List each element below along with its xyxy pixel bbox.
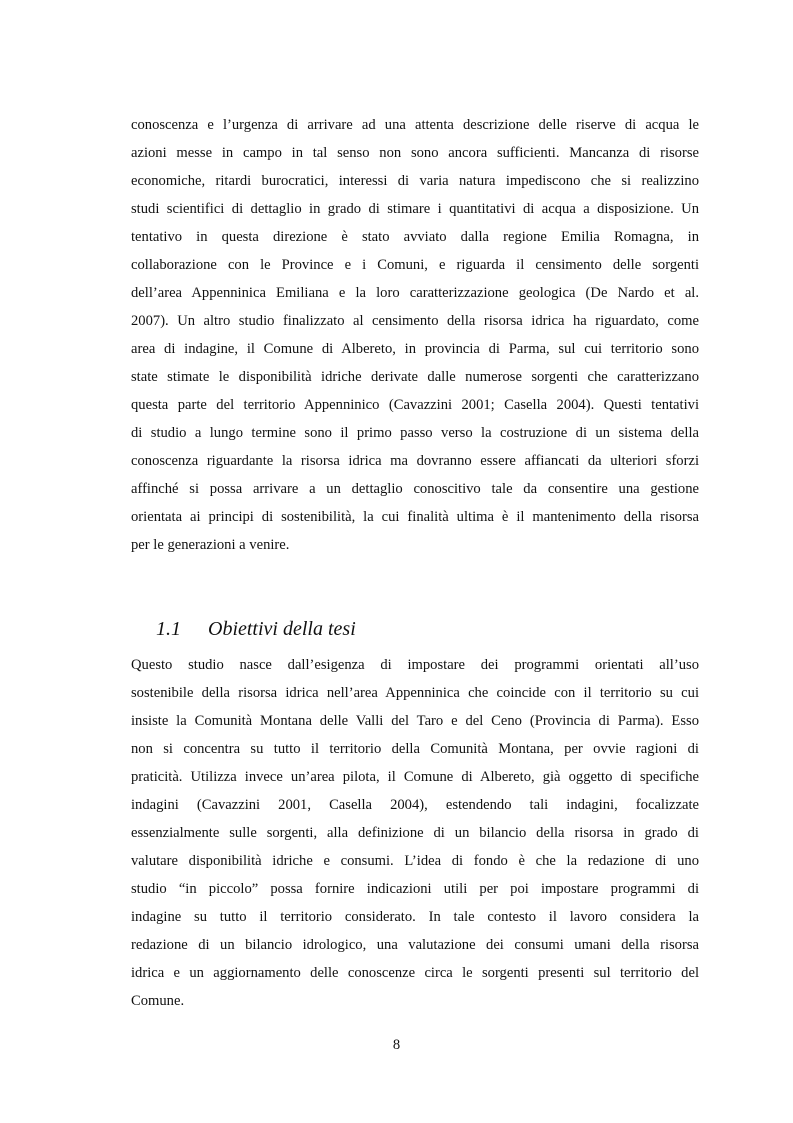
text-line: di studio a lungo termine sono il primo passo verso la costruzione di un sistema della — [131, 425, 699, 441]
section-heading — [156, 614, 356, 644]
text-line: conoscenza e l’urgenza di arrivare ad una attenta descrizione delle riserve di acqua le — [131, 117, 699, 133]
text-line: area di indagine, il Comune di Albereto, in provincia di Parma, sul cui territorio sono — [131, 341, 699, 357]
text-line: studi scientifici di dettaglio in grado di stimare i quantitativi di acqua a disposizione. Un — [131, 201, 699, 217]
text-line: insiste la Comunità Montana delle Valli del Taro e del Ceno (Provincia di Parma). Esso — [131, 713, 699, 729]
text-line: azioni messe in campo in tal senso non sono ancora sufficienti. Mancanza di risorse — [131, 145, 699, 161]
text-line: collaborazione con le Province e i Comuni, e riguarda il censimento delle sorgenti — [131, 257, 699, 273]
section-number: 1.1 — [156, 618, 181, 640]
text-line: non si concentra su tutto il territorio della Comunità Montana, per ovvie ragioni di — [131, 741, 699, 757]
text-line: studio “in piccolo” possa fornire indicazioni utili per poi impostare programmi di — [131, 881, 699, 897]
text-line: 2007). Un altro studio finalizzato al censimento della risorsa idrica ha riguardato, come — [131, 313, 699, 329]
text-line: indagini (Cavazzini 2001, Casella 2004), estendendo tali indagini, focalizzate — [131, 797, 699, 813]
text-line: idrica e un aggiornamento delle conoscenze circa le sorgenti presenti sul territorio del — [131, 965, 699, 981]
text-line: indagine su tutto il territorio considerato. In tale contesto il lavoro considera la — [131, 909, 699, 925]
text-line: valutare disponibilità idriche e consumi. L’idea di fondo è che la redazione di uno — [131, 853, 699, 869]
text-line: affinché si possa arrivare a un dettaglio conoscitivo tale da consentire una gestione — [131, 481, 699, 497]
text-line: state stimate le disponibilità idriche derivate dalle numerose sorgenti che caratterizzano — [131, 369, 699, 385]
text-line: Comune. — [131, 993, 185, 1009]
page-number: 8 — [392, 1037, 401, 1053]
text-line: essenzialmente sulle sorgenti, alla definizione di un bilancio della risorsa in grado di — [131, 825, 699, 841]
text-line: economiche, ritardi burocratici, interessi di varia natura impediscono che si realizzino — [131, 173, 699, 189]
text-line: sostenibile della risorsa idrica nell’area Appenninica che coincide con il territorio su cui — [131, 685, 699, 701]
body-paragraph-1 — [131, 111, 699, 559]
text-line: redazione di un bilancio idrologico, una valutazione dei consumi umani della risorsa — [131, 937, 699, 953]
body-paragraph-2 — [131, 651, 699, 1015]
text-line: Questo studio nasce dall’esigenza di impostare dei programmi orientati all’uso — [131, 657, 699, 673]
text-line: questa parte del territorio Appenninico (Cavazzini 2001; Casella 2004). Questi tentativi — [131, 397, 699, 413]
section-title: Obiettivi della tesi — [208, 618, 356, 640]
text-line: orientata ai principi di sostenibilità, la cui finalità ultima è il mantenimento della risorsa — [131, 509, 699, 525]
text-line: tentativo in questa direzione è stato avviato dalla regione Emilia Romagna, in — [131, 229, 699, 245]
text-line: per le generazioni a venire. — [131, 537, 290, 553]
text-line: praticità. Utilizza invece un’area pilota, il Comune di Albereto, già oggetto di specifiche — [131, 769, 699, 785]
text-line: conoscenza riguardante la risorsa idrica ma dovranno essere affiancati da ulteriori sforzi — [131, 453, 699, 469]
text-line: dell’area Appenninica Emiliana e la loro caratterizzazione geologica (De Nardo et al. — [131, 285, 699, 301]
